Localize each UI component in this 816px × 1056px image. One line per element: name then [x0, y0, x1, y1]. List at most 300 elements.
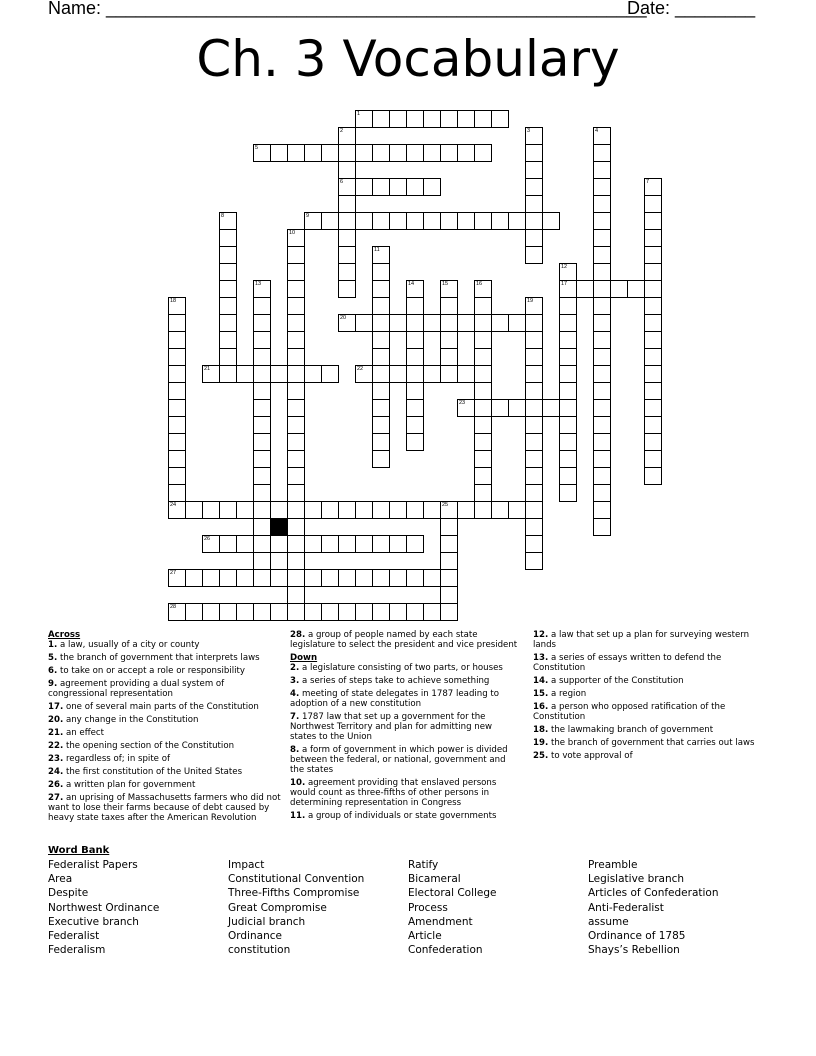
grid-cell[interactable]: [559, 416, 577, 434]
grid-cell[interactable]: [644, 314, 662, 332]
grid-cell[interactable]: [372, 246, 390, 264]
grid-cell[interactable]: [423, 569, 441, 587]
grid-cell[interactable]: [372, 433, 390, 451]
grid-cell[interactable]: [304, 144, 322, 162]
grid-cell[interactable]: [219, 365, 237, 383]
grid-cell[interactable]: [270, 535, 288, 553]
grid-cell[interactable]: [593, 484, 611, 502]
grid-cell[interactable]: [253, 399, 271, 417]
grid-cell[interactable]: [593, 280, 611, 298]
grid-cell[interactable]: [168, 297, 186, 315]
grid-cell[interactable]: [372, 416, 390, 434]
grid-cell[interactable]: [593, 161, 611, 179]
grid-cell[interactable]: [219, 569, 237, 587]
grid-cell[interactable]: [593, 501, 611, 519]
grid-cell[interactable]: [457, 501, 475, 519]
grid-cell[interactable]: [525, 416, 543, 434]
grid-cell[interactable]: [593, 399, 611, 417]
grid-cell[interactable]: [440, 518, 458, 536]
grid-cell[interactable]: [593, 144, 611, 162]
grid-cell[interactable]: [440, 297, 458, 315]
grid-cell[interactable]: [287, 229, 305, 247]
grid-cell[interactable]: [372, 263, 390, 281]
grid-cell[interactable]: [525, 212, 543, 230]
grid-cell[interactable]: [559, 263, 577, 281]
grid-cell[interactable]: [304, 501, 322, 519]
grid-cell[interactable]: [593, 518, 611, 536]
grid-cell[interactable]: [440, 552, 458, 570]
grid-cell[interactable]: [168, 450, 186, 468]
grid-cell[interactable]: [270, 365, 288, 383]
grid-cell[interactable]: [219, 229, 237, 247]
grid-cell[interactable]: [406, 433, 424, 451]
grid-cell[interactable]: [202, 535, 220, 553]
grid-cell[interactable]: [168, 382, 186, 400]
grid-cell[interactable]: [355, 569, 373, 587]
grid-cell[interactable]: [474, 399, 492, 417]
grid-cell[interactable]: [593, 212, 611, 230]
grid-cell[interactable]: [559, 484, 577, 502]
grid-cell[interactable]: [202, 501, 220, 519]
grid-cell[interactable]: [559, 433, 577, 451]
grid-cell[interactable]: [440, 365, 458, 383]
grid-cell[interactable]: [372, 399, 390, 417]
grid-cell[interactable]: [644, 382, 662, 400]
grid-cell[interactable]: [168, 416, 186, 434]
grid-cell[interactable]: [644, 416, 662, 434]
grid-cell[interactable]: [287, 382, 305, 400]
grid-cell[interactable]: [253, 382, 271, 400]
grid-cell[interactable]: [355, 314, 373, 332]
grid-cell[interactable]: [525, 144, 543, 162]
grid-cell[interactable]: [168, 569, 186, 587]
grid-cell[interactable]: [644, 348, 662, 366]
grid-cell[interactable]: [253, 501, 271, 519]
grid-cell[interactable]: [389, 212, 407, 230]
grid-cell[interactable]: [559, 331, 577, 349]
grid-cell[interactable]: [440, 144, 458, 162]
grid-cell[interactable]: [236, 535, 254, 553]
grid-cell[interactable]: [593, 178, 611, 196]
grid-cell[interactable]: [525, 467, 543, 485]
grid-cell[interactable]: [389, 501, 407, 519]
grid-cell[interactable]: [389, 144, 407, 162]
grid-cell[interactable]: [287, 450, 305, 468]
grid-cell[interactable]: [525, 348, 543, 366]
grid-cell[interactable]: [644, 297, 662, 315]
grid-cell[interactable]: [253, 518, 271, 536]
grid-cell[interactable]: [253, 331, 271, 349]
grid-cell[interactable]: [372, 450, 390, 468]
grid-cell[interactable]: [525, 178, 543, 196]
grid-cell[interactable]: [338, 144, 356, 162]
grid-cell[interactable]: [440, 348, 458, 366]
grid-cell[interactable]: [287, 484, 305, 502]
grid-cell[interactable]: [372, 603, 390, 621]
grid-cell[interactable]: [372, 501, 390, 519]
grid-cell[interactable]: [593, 331, 611, 349]
grid-cell[interactable]: [219, 297, 237, 315]
grid-cell[interactable]: [593, 416, 611, 434]
grid-cell[interactable]: [406, 212, 424, 230]
grid-cell[interactable]: [423, 501, 441, 519]
grid-cell[interactable]: [457, 399, 475, 417]
grid-cell[interactable]: [168, 467, 186, 485]
grid-cell[interactable]: [287, 144, 305, 162]
grid-cell[interactable]: [593, 127, 611, 145]
grid-cell[interactable]: [593, 263, 611, 281]
grid-cell[interactable]: [525, 127, 543, 145]
grid-cell[interactable]: [406, 144, 424, 162]
grid-cell[interactable]: [644, 331, 662, 349]
grid-cell[interactable]: [168, 484, 186, 502]
grid-cell[interactable]: [389, 535, 407, 553]
grid-cell[interactable]: [525, 399, 543, 417]
grid-cell[interactable]: [236, 603, 254, 621]
grid-cell[interactable]: [287, 399, 305, 417]
grid-cell[interactable]: [474, 501, 492, 519]
grid-cell[interactable]: [372, 144, 390, 162]
grid-cell[interactable]: [644, 212, 662, 230]
grid-cell[interactable]: [491, 501, 509, 519]
grid-cell[interactable]: [253, 365, 271, 383]
grid-cell[interactable]: [219, 501, 237, 519]
grid-cell[interactable]: [440, 314, 458, 332]
grid-cell[interactable]: [287, 433, 305, 451]
grid-cell[interactable]: [440, 535, 458, 553]
grid-cell[interactable]: [576, 280, 594, 298]
grid-cell[interactable]: [610, 280, 628, 298]
grid-cell[interactable]: [253, 433, 271, 451]
date-field[interactable]: Date: ________: [627, 0, 756, 18]
grid-cell[interactable]: [593, 382, 611, 400]
grid-cell[interactable]: [287, 331, 305, 349]
grid-cell[interactable]: [508, 314, 526, 332]
grid-cell[interactable]: [525, 161, 543, 179]
grid-cell[interactable]: [219, 246, 237, 264]
grid-cell[interactable]: [389, 569, 407, 587]
grid-cell[interactable]: [474, 280, 492, 298]
grid-cell[interactable]: [168, 331, 186, 349]
grid-cell[interactable]: [287, 263, 305, 281]
grid-cell[interactable]: [593, 433, 611, 451]
grid-cell[interactable]: [219, 212, 237, 230]
grid-cell[interactable]: [440, 586, 458, 604]
grid-cell[interactable]: [525, 484, 543, 502]
grid-cell[interactable]: [287, 246, 305, 264]
grid-cell[interactable]: [440, 569, 458, 587]
grid-cell[interactable]: [321, 144, 339, 162]
grid-cell[interactable]: [508, 399, 526, 417]
grid-cell[interactable]: [253, 484, 271, 502]
grid-cell[interactable]: [304, 365, 322, 383]
grid-cell[interactable]: [406, 280, 424, 298]
grid-cell[interactable]: [525, 450, 543, 468]
grid-cell[interactable]: [423, 110, 441, 128]
grid-cell[interactable]: [355, 535, 373, 553]
grid-cell[interactable]: [644, 246, 662, 264]
grid-cell[interactable]: [644, 178, 662, 196]
grid-cell[interactable]: [423, 178, 441, 196]
grid-cell[interactable]: [508, 501, 526, 519]
grid-cell[interactable]: [321, 569, 339, 587]
grid-cell[interactable]: [508, 212, 526, 230]
grid-cell[interactable]: [287, 518, 305, 536]
grid-cell[interactable]: [406, 110, 424, 128]
grid-cell[interactable]: [474, 433, 492, 451]
grid-cell[interactable]: [593, 348, 611, 366]
grid-cell[interactable]: [525, 433, 543, 451]
grid-cell[interactable]: [593, 450, 611, 468]
grid-cell[interactable]: [287, 535, 305, 553]
grid-cell[interactable]: [168, 501, 186, 519]
grid-cell[interactable]: [355, 501, 373, 519]
grid-cell[interactable]: [593, 365, 611, 383]
grid-cell[interactable]: [593, 467, 611, 485]
grid-cell[interactable]: [372, 365, 390, 383]
grid-cell[interactable]: [270, 144, 288, 162]
grid-cell[interactable]: [644, 229, 662, 247]
grid-cell[interactable]: [644, 280, 662, 298]
grid-cell[interactable]: [559, 450, 577, 468]
grid-cell[interactable]: [474, 484, 492, 502]
grid-cell[interactable]: [474, 144, 492, 162]
grid-cell[interactable]: [287, 569, 305, 587]
grid-cell[interactable]: [304, 603, 322, 621]
grid-cell[interactable]: [372, 331, 390, 349]
grid-cell[interactable]: [236, 501, 254, 519]
grid-cell[interactable]: [321, 535, 339, 553]
grid-cell[interactable]: [219, 535, 237, 553]
grid-cell[interactable]: [627, 280, 645, 298]
grid-cell[interactable]: [423, 365, 441, 383]
grid-cell[interactable]: [491, 110, 509, 128]
grid-cell[interactable]: [559, 382, 577, 400]
grid-cell[interactable]: [338, 178, 356, 196]
grid-cell[interactable]: [168, 348, 186, 366]
grid-cell[interactable]: [457, 110, 475, 128]
grid-cell[interactable]: [287, 467, 305, 485]
grid-cell[interactable]: [423, 144, 441, 162]
grid-cell[interactable]: [474, 314, 492, 332]
grid-cell[interactable]: [372, 297, 390, 315]
grid-cell[interactable]: [644, 365, 662, 383]
grid-cell[interactable]: [525, 331, 543, 349]
grid-cell[interactable]: [525, 382, 543, 400]
grid-cell[interactable]: [253, 144, 271, 162]
grid-cell[interactable]: [372, 314, 390, 332]
grid-cell[interactable]: [321, 212, 339, 230]
grid-cell[interactable]: [474, 416, 492, 434]
grid-cell[interactable]: [270, 603, 288, 621]
grid-cell[interactable]: [474, 450, 492, 468]
grid-cell[interactable]: [355, 365, 373, 383]
grid-cell[interactable]: [338, 195, 356, 213]
grid-cell[interactable]: [304, 569, 322, 587]
grid-cell[interactable]: [406, 535, 424, 553]
grid-cell[interactable]: [287, 586, 305, 604]
grid-cell[interactable]: [168, 603, 186, 621]
grid-cell[interactable]: [593, 314, 611, 332]
grid-cell[interactable]: [287, 416, 305, 434]
grid-cell[interactable]: [338, 501, 356, 519]
grid-cell[interactable]: [185, 569, 203, 587]
grid-cell[interactable]: [457, 212, 475, 230]
grid-cell[interactable]: [440, 331, 458, 349]
grid-cell[interactable]: [406, 501, 424, 519]
grid-cell[interactable]: [559, 280, 577, 298]
grid-cell[interactable]: [253, 552, 271, 570]
grid-cell[interactable]: [474, 297, 492, 315]
grid-cell[interactable]: [338, 603, 356, 621]
grid-cell[interactable]: [219, 348, 237, 366]
grid-cell[interactable]: [406, 569, 424, 587]
grid-cell[interactable]: [423, 603, 441, 621]
grid-cell[interactable]: [270, 569, 288, 587]
grid-cell[interactable]: [491, 212, 509, 230]
grid-cell[interactable]: [457, 365, 475, 383]
grid-cell[interactable]: [559, 297, 577, 315]
grid-cell[interactable]: [423, 314, 441, 332]
grid-cell[interactable]: [372, 569, 390, 587]
grid-cell[interactable]: [338, 229, 356, 247]
grid-cell[interactable]: [457, 314, 475, 332]
grid-cell[interactable]: [423, 212, 441, 230]
grid-cell[interactable]: [287, 314, 305, 332]
grid-cell[interactable]: [593, 195, 611, 213]
grid-cell[interactable]: [287, 603, 305, 621]
grid-cell[interactable]: [644, 399, 662, 417]
grid-cell[interactable]: [525, 501, 543, 519]
grid-cell[interactable]: [525, 552, 543, 570]
grid-cell[interactable]: [168, 365, 186, 383]
grid-cell[interactable]: [253, 348, 271, 366]
grid-cell[interactable]: [525, 365, 543, 383]
grid-cell[interactable]: [474, 212, 492, 230]
grid-cell[interactable]: [372, 535, 390, 553]
grid-cell[interactable]: [593, 246, 611, 264]
grid-cell[interactable]: [491, 399, 509, 417]
grid-cell[interactable]: [253, 450, 271, 468]
grid-cell[interactable]: [440, 110, 458, 128]
grid-cell[interactable]: [236, 569, 254, 587]
grid-cell[interactable]: [338, 127, 356, 145]
grid-cell[interactable]: [355, 178, 373, 196]
grid-cell[interactable]: [372, 212, 390, 230]
grid-cell[interactable]: [525, 195, 543, 213]
grid-cell[interactable]: [644, 263, 662, 281]
grid-cell[interactable]: [474, 365, 492, 383]
grid-cell[interactable]: [338, 280, 356, 298]
grid-cell[interactable]: [287, 501, 305, 519]
grid-cell[interactable]: [406, 399, 424, 417]
grid-cell[interactable]: [525, 314, 543, 332]
grid-cell[interactable]: [372, 382, 390, 400]
grid-cell[interactable]: [185, 603, 203, 621]
grid-cell[interactable]: [559, 348, 577, 366]
grid-cell[interactable]: [406, 331, 424, 349]
grid-cell[interactable]: [355, 144, 373, 162]
grid-cell[interactable]: [372, 280, 390, 298]
grid-cell[interactable]: [644, 433, 662, 451]
grid-cell[interactable]: [559, 467, 577, 485]
grid-cell[interactable]: [474, 331, 492, 349]
grid-cell[interactable]: [321, 501, 339, 519]
grid-cell[interactable]: [338, 263, 356, 281]
grid-cell[interactable]: [644, 467, 662, 485]
grid-cell[interactable]: [406, 382, 424, 400]
grid-cell[interactable]: [202, 365, 220, 383]
grid-cell[interactable]: [389, 110, 407, 128]
grid-cell[interactable]: [644, 195, 662, 213]
grid-cell[interactable]: [474, 110, 492, 128]
grid-cell[interactable]: [525, 246, 543, 264]
grid-cell[interactable]: [474, 348, 492, 366]
grid-cell[interactable]: [253, 569, 271, 587]
grid-cell[interactable]: [389, 365, 407, 383]
grid-cell[interactable]: [168, 314, 186, 332]
grid-cell[interactable]: [287, 348, 305, 366]
grid-cell[interactable]: [474, 382, 492, 400]
grid-cell[interactable]: [474, 467, 492, 485]
grid-cell[interactable]: [253, 603, 271, 621]
grid-cell[interactable]: [440, 212, 458, 230]
grid-cell[interactable]: [253, 314, 271, 332]
grid-cell[interactable]: [406, 603, 424, 621]
grid-cell[interactable]: [406, 365, 424, 383]
grid-cell[interactable]: [389, 603, 407, 621]
grid-cell[interactable]: [287, 297, 305, 315]
grid-cell[interactable]: [202, 603, 220, 621]
grid-cell[interactable]: [219, 314, 237, 332]
grid-cell[interactable]: [372, 110, 390, 128]
grid-cell[interactable]: [253, 416, 271, 434]
grid-cell[interactable]: [406, 348, 424, 366]
grid-cell[interactable]: [236, 365, 254, 383]
grid-cell[interactable]: [202, 569, 220, 587]
grid-cell[interactable]: [253, 297, 271, 315]
grid-cell[interactable]: [406, 314, 424, 332]
grid-cell[interactable]: [253, 280, 271, 298]
grid-cell[interactable]: [389, 314, 407, 332]
grid-cell[interactable]: [406, 178, 424, 196]
grid-cell[interactable]: [287, 365, 305, 383]
grid-cell[interactable]: [440, 501, 458, 519]
grid-cell[interactable]: [338, 212, 356, 230]
grid-cell[interactable]: [593, 297, 611, 315]
grid-cell[interactable]: [219, 280, 237, 298]
grid-cell[interactable]: [457, 144, 475, 162]
grid-cell[interactable]: [168, 433, 186, 451]
grid-cell[interactable]: [440, 603, 458, 621]
grid-cell[interactable]: [338, 569, 356, 587]
grid-cell[interactable]: [559, 399, 577, 417]
grid-cell[interactable]: [338, 535, 356, 553]
grid-cell[interactable]: [168, 399, 186, 417]
grid-cell[interactable]: [253, 467, 271, 485]
grid-cell[interactable]: [525, 297, 543, 315]
grid-cell[interactable]: [525, 229, 543, 247]
grid-cell[interactable]: [372, 348, 390, 366]
grid-cell[interactable]: [542, 212, 560, 230]
grid-cell[interactable]: [593, 229, 611, 247]
grid-cell[interactable]: [321, 365, 339, 383]
grid-cell[interactable]: [525, 535, 543, 553]
grid-cell[interactable]: [406, 416, 424, 434]
grid-cell[interactable]: [219, 331, 237, 349]
grid-cell[interactable]: [338, 314, 356, 332]
grid-cell[interactable]: [542, 399, 560, 417]
